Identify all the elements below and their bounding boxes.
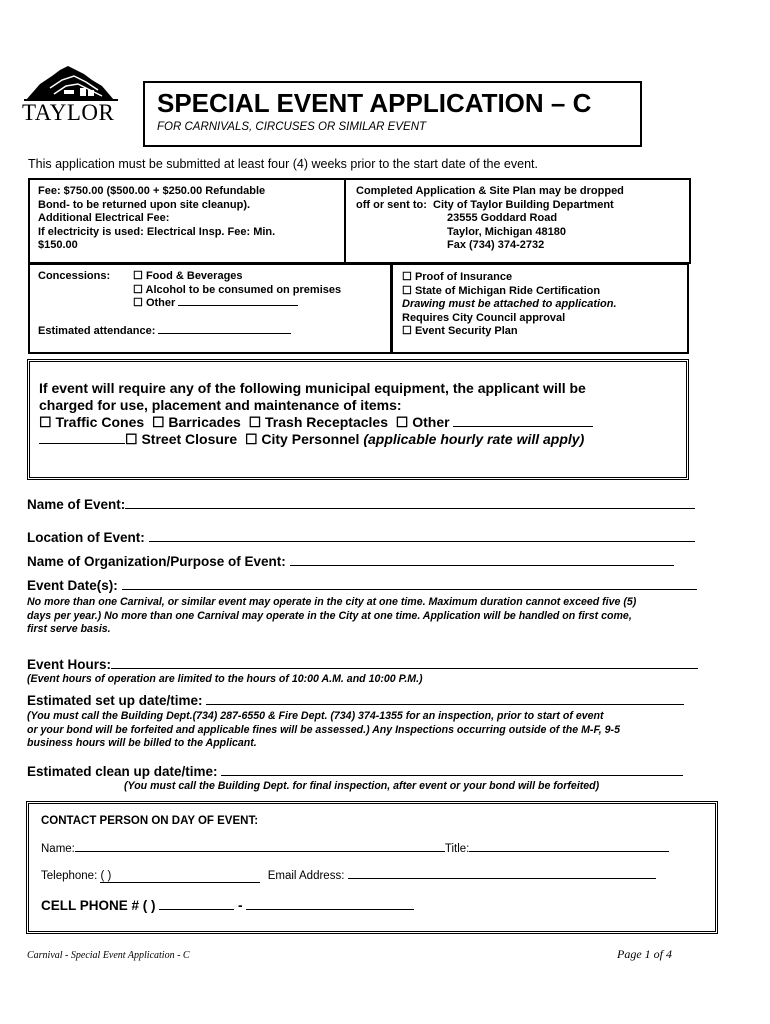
security-checkbox[interactable] xyxy=(402,325,412,337)
trash-checkbox[interactable] xyxy=(249,414,262,430)
cleanup-note: (You must call the Building Dept. for final inspection, after event or your bond will be forfeited) xyxy=(124,780,600,792)
cell-number-field[interactable] xyxy=(246,909,414,910)
location-field[interactable] xyxy=(149,541,695,542)
street-closure-checkbox[interactable] xyxy=(125,431,138,447)
address-info: Completed Application & Site Plan may be dropped off or sent to: City of Taylor Building Department 23555 Goddard Road Taylor, Michigan 48180 Fax (734) 374-2732 xyxy=(356,185,624,251)
alcohol-checkbox[interactable] xyxy=(133,284,143,296)
concessions-section: Concessions:☐ Food & Beverages ☐ Alcohol to be consumed on premises ☐ Other Estimated attendance: xyxy=(38,270,383,338)
fee-info: Fee: $750.00 ($500.00 + $250.00 Refundable Bond- to be returned upon site cleanup). Additional Electrical Fee: If electricity is used: Electrical Insp. Fee: Min. $150.00 xyxy=(38,185,276,251)
city-personnel-checkbox[interactable] xyxy=(245,431,258,447)
contact-title-field[interactable] xyxy=(469,851,669,852)
contact-name-row: Name: Title: xyxy=(41,843,669,855)
setup-row: Estimated set up date/time: xyxy=(27,693,684,708)
event-dates-row: Event Date(s): xyxy=(27,578,697,593)
organization-field[interactable] xyxy=(290,565,674,566)
event-hours-row: Event Hours: xyxy=(27,657,698,672)
name-of-event-row: Name of Event: xyxy=(27,497,695,512)
event-hours-field[interactable] xyxy=(111,668,698,669)
organization-row: Name of Organization/Purpose of Event: xyxy=(27,554,674,569)
event-dates-field[interactable] xyxy=(122,589,697,590)
barricades-checkbox[interactable] xyxy=(152,414,165,430)
other-concession-checkbox[interactable] xyxy=(133,297,143,309)
insurance-checkbox[interactable] xyxy=(402,271,412,283)
attendance-field[interactable] xyxy=(158,333,291,334)
contact-heading: CONTACT PERSON ON DAY OF EVENT: xyxy=(41,815,259,827)
cell-phone-row: CELL PHONE # ( ) - xyxy=(41,898,414,913)
other-equipment-checkbox[interactable] xyxy=(396,414,409,430)
footer-left: Carnival - Special Event Application - C xyxy=(27,950,190,961)
cell-prefix-field[interactable] xyxy=(159,909,234,910)
contact-name-field[interactable] xyxy=(75,851,445,852)
setup-note: (You must call the Building Dept.(734) 287-6550 & Fire Dept. (734) 374-1355 for an inspection, prior to start of event or your bond will be forfeited and applicable fines will be assessed.) Any Inspections occurring outside of the M-F, 9-5 business hours will be billed to the Applicant. xyxy=(27,710,620,749)
requirements-section: ☐ Proof of Insurance ☐ State of Michigan Ride Certification Drawing must be attached to application. Requires City Council approval ☐ Event Security Plan xyxy=(402,271,617,339)
other-concession-field[interactable] xyxy=(178,305,298,306)
other-equipment-field[interactable] xyxy=(453,426,593,427)
cleanup-row: Estimated clean up date/time: xyxy=(27,764,683,779)
setup-field[interactable] xyxy=(206,704,684,705)
cleanup-field[interactable] xyxy=(221,775,683,776)
equipment-section: If event will require any of the following municipal equipment, the applicant will be charged for use, placement and maintenance of items: ☐ Traffic Cones ☐ Barricades ☐ Trash Receptacles ☐ Other ☐ Street Closure ☐ City Personnel (applicable hourly rate will apply) xyxy=(39,380,593,448)
location-row: Location of Event: xyxy=(27,530,695,545)
email-field[interactable] xyxy=(348,878,656,879)
event-dates-note: No more than one Carnival, or similar event may operate in the city at one time. Maximum duration cannot exceed five (5) days per year.) No more than one Carnival may operate in the City at one time. Application will be handled on first come, first serve basis. xyxy=(27,596,637,635)
food-checkbox[interactable] xyxy=(133,270,143,282)
name-of-event-field[interactable] xyxy=(125,508,695,509)
street-closure-prefix-field[interactable] xyxy=(39,443,125,444)
telephone-field[interactable]: ( ) xyxy=(100,870,260,883)
page-title: SPECIAL EVENT APPLICATION – C xyxy=(157,88,592,118)
traffic-cones-checkbox[interactable] xyxy=(39,414,52,430)
ride-cert-checkbox[interactable] xyxy=(402,285,412,297)
contact-telephone-row: Telephone: ( ) Email Address: xyxy=(41,870,656,883)
fee-address-divider xyxy=(344,178,346,262)
city-skyline-icon xyxy=(20,62,122,102)
page-subtitle: FOR CARNIVALS, CIRCUSES OR SIMILAR EVENT xyxy=(157,121,427,133)
event-hours-note: (Event hours of operation are limited to the hours of 10:00 A.M. and 10:00 P.M.) xyxy=(27,673,423,685)
footer-page-number: Page 1 of 4 xyxy=(617,947,672,961)
taylor-logo xyxy=(20,62,122,128)
intro-text: This application must be submitted at least four (4) weeks prior to the start date of the event. xyxy=(28,157,538,171)
logo-text: TAYLOR xyxy=(22,100,115,125)
